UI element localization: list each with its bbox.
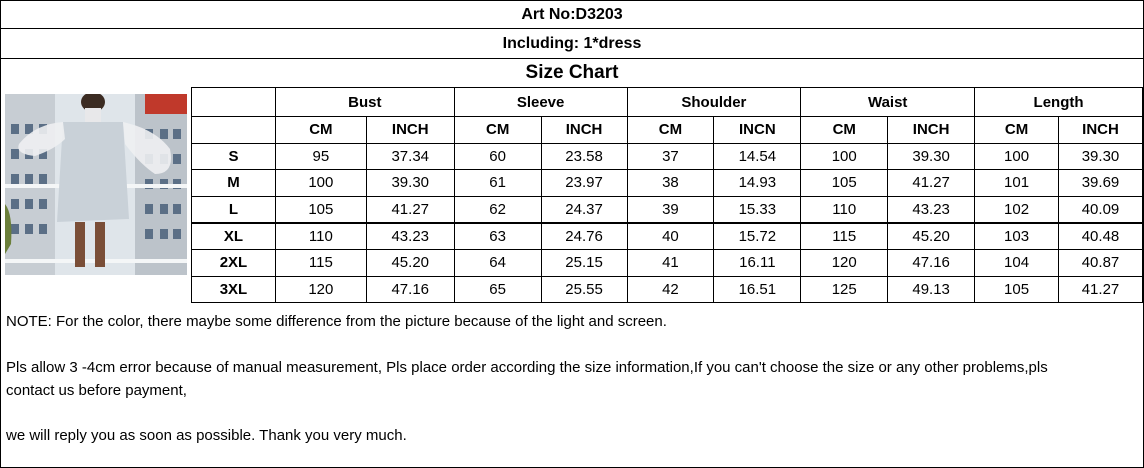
art-number: Art No:D3203 bbox=[1, 1, 1143, 29]
group-header-row bbox=[192, 88, 1143, 117]
note-reply: we will reply you as soon as possible. Thank you very much. bbox=[6, 427, 407, 444]
note-contact: contact us before payment, bbox=[6, 382, 187, 399]
table-cell: 101 bbox=[975, 170, 1059, 197]
table-cell: 100 bbox=[801, 143, 888, 170]
unit-header: INCH bbox=[888, 117, 975, 144]
table-cell: 45.20 bbox=[366, 249, 454, 276]
table-cell: 63 bbox=[454, 223, 541, 250]
size-label: L bbox=[192, 196, 276, 223]
table-cell: 39.30 bbox=[366, 170, 454, 197]
size-label: M bbox=[192, 170, 276, 197]
size-label: S bbox=[192, 143, 276, 170]
table-cell: 43.23 bbox=[888, 196, 975, 223]
table-row bbox=[192, 196, 1143, 223]
table-cell: 61 bbox=[454, 170, 541, 197]
unit-header: INCH bbox=[1058, 117, 1142, 144]
table-cell: 64 bbox=[454, 249, 541, 276]
table-cell: 47.16 bbox=[888, 249, 975, 276]
group-header: Waist bbox=[801, 88, 975, 117]
unit-header: CM bbox=[975, 117, 1059, 144]
table-row bbox=[192, 143, 1143, 170]
table-cell: 100 bbox=[275, 170, 366, 197]
blank-header-cell bbox=[192, 88, 276, 117]
including-text: Including: 1*dress bbox=[1, 29, 1143, 59]
unit-header: CM bbox=[454, 117, 541, 144]
table-cell: 42 bbox=[627, 276, 714, 303]
group-header: Length bbox=[975, 88, 1143, 117]
table-cell: 104 bbox=[975, 249, 1059, 276]
table-cell: 125 bbox=[801, 276, 888, 303]
table-cell: 95 bbox=[275, 143, 366, 170]
table-cell: 23.97 bbox=[541, 170, 627, 197]
table-cell: 15.72 bbox=[714, 223, 801, 250]
group-header: Sleeve bbox=[454, 88, 627, 117]
size-label: 3XL bbox=[192, 276, 276, 303]
table-cell: 40.48 bbox=[1058, 223, 1142, 250]
table-row bbox=[192, 276, 1143, 303]
table-cell: 105 bbox=[975, 276, 1059, 303]
table-row bbox=[192, 170, 1143, 197]
group-header: Shoulder bbox=[627, 88, 801, 117]
product-photo bbox=[5, 94, 187, 275]
table-cell: 41.27 bbox=[888, 170, 975, 197]
table-cell: 16.51 bbox=[714, 276, 801, 303]
unit-header: INCN bbox=[714, 117, 801, 144]
table-cell: 24.76 bbox=[541, 223, 627, 250]
table-cell: 41 bbox=[627, 249, 714, 276]
table-cell: 38 bbox=[627, 170, 714, 197]
table-cell: 40.87 bbox=[1058, 249, 1142, 276]
table-cell: 24.37 bbox=[541, 196, 627, 223]
table-cell: 103 bbox=[975, 223, 1059, 250]
table-cell: 120 bbox=[801, 249, 888, 276]
size-label: XL bbox=[192, 223, 276, 250]
table-cell: 39.69 bbox=[1058, 170, 1142, 197]
table-cell: 65 bbox=[454, 276, 541, 303]
table-cell: 62 bbox=[454, 196, 541, 223]
unit-header: INCH bbox=[366, 117, 454, 144]
table-cell: 39 bbox=[627, 196, 714, 223]
table-cell: 41.27 bbox=[366, 196, 454, 223]
note-color: NOTE: For the color, there maybe some difference from the picture because of the light and screen. bbox=[6, 313, 667, 330]
table-cell: 115 bbox=[801, 223, 888, 250]
table-cell: 14.93 bbox=[714, 170, 801, 197]
size-table bbox=[191, 87, 1143, 303]
table-cell: 16.11 bbox=[714, 249, 801, 276]
table-cell: 102 bbox=[975, 196, 1059, 223]
size-label: 2XL bbox=[192, 249, 276, 276]
group-header: Bust bbox=[275, 88, 454, 117]
unit-header: CM bbox=[627, 117, 714, 144]
table-cell: 41.27 bbox=[1058, 276, 1142, 303]
size-chart-title: Size Chart bbox=[525, 62, 619, 83]
table-cell: 25.15 bbox=[541, 249, 627, 276]
table-cell: 120 bbox=[275, 276, 366, 303]
unit-header: CM bbox=[275, 117, 366, 144]
unit-header: CM bbox=[801, 117, 888, 144]
table-cell: 40.09 bbox=[1058, 196, 1142, 223]
table-cell: 37.34 bbox=[366, 143, 454, 170]
table-cell: 105 bbox=[801, 170, 888, 197]
table-cell: 47.16 bbox=[366, 276, 454, 303]
table-cell: 14.54 bbox=[714, 143, 801, 170]
unit-header: INCH bbox=[541, 117, 627, 144]
table-cell: 39.30 bbox=[888, 143, 975, 170]
table-cell: 110 bbox=[275, 223, 366, 250]
table-cell: 37 bbox=[627, 143, 714, 170]
table-cell: 105 bbox=[275, 196, 366, 223]
note-measurement: Pls allow 3 -4cm error because of manual measurement, Pls place order according the size information,If you can't choose the size or any other problems,pls bbox=[6, 359, 1048, 376]
table-cell: 15.33 bbox=[714, 196, 801, 223]
blank-header-cell bbox=[192, 117, 276, 144]
table-cell: 49.13 bbox=[888, 276, 975, 303]
table-cell: 45.20 bbox=[888, 223, 975, 250]
table-cell: 60 bbox=[454, 143, 541, 170]
unit-header-row bbox=[192, 117, 1143, 144]
dress-model-image bbox=[5, 94, 187, 275]
table-cell: 25.55 bbox=[541, 276, 627, 303]
table-cell: 115 bbox=[275, 249, 366, 276]
table-cell: 110 bbox=[801, 196, 888, 223]
table-cell: 40 bbox=[627, 223, 714, 250]
table-row bbox=[192, 223, 1143, 250]
table-cell: 23.58 bbox=[541, 143, 627, 170]
table-cell: 43.23 bbox=[366, 223, 454, 250]
table-cell: 39.30 bbox=[1058, 143, 1142, 170]
table-cell: 100 bbox=[975, 143, 1059, 170]
table-row bbox=[192, 249, 1143, 276]
